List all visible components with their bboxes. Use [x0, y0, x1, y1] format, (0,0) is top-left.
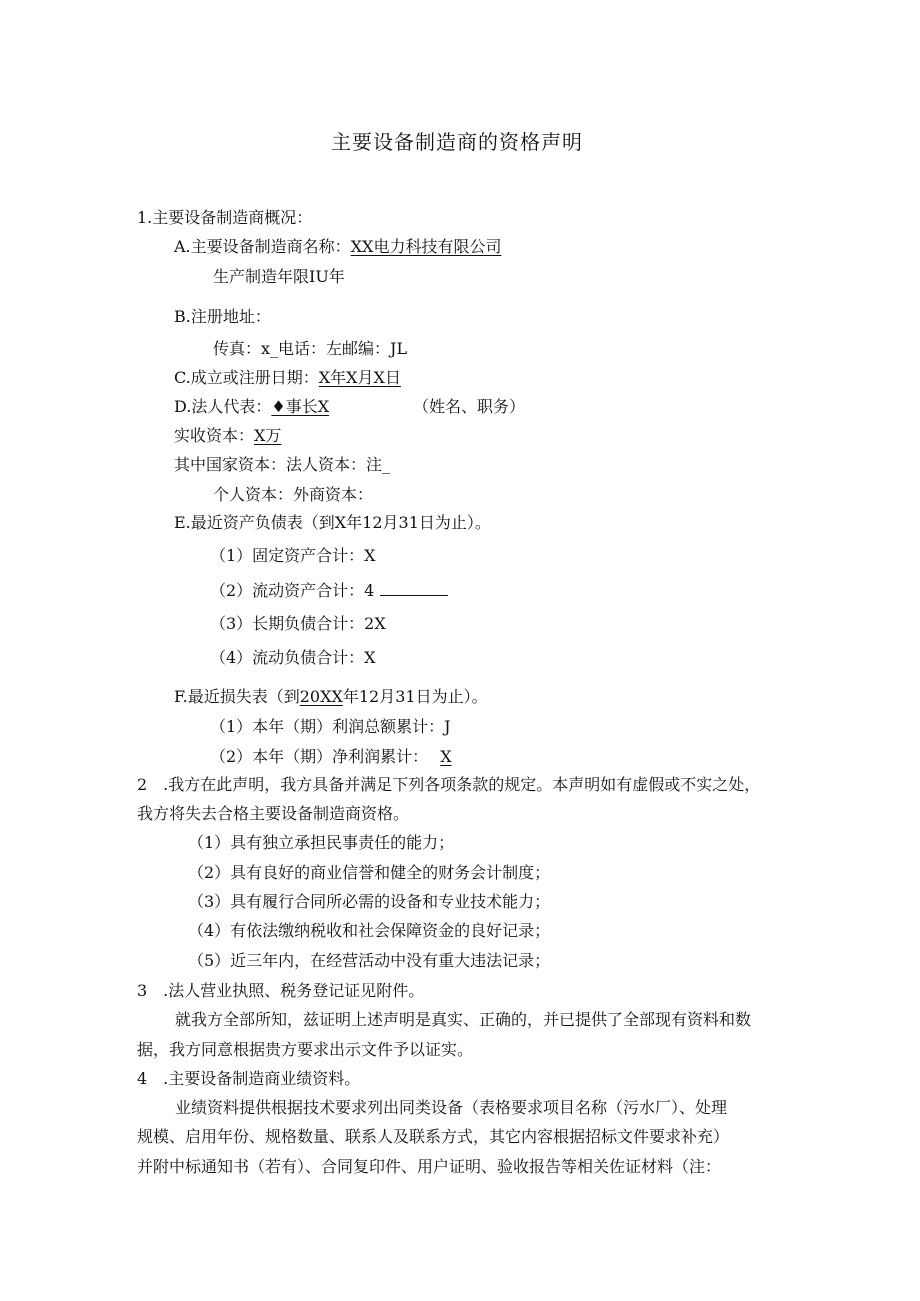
performance-line-3: 并附中标通知书（若有）、合同复印件、用户证明、验收报告等相关佐证材料（注： — [137, 1157, 722, 1176]
condition-item-1: （1）具有独立承担民事责任的能力； — [188, 833, 455, 852]
manufacturer-name-value: XX电力科技有限公司 — [350, 237, 502, 256]
performance-line-1: 业绩资料提供根据技术要求列出同类设备（表格要求项目名称（污水厂）、处理 — [175, 1098, 728, 1117]
attachments-line: 3 .法人营业执照、税务登记证见附件。 — [137, 981, 425, 1000]
declaration-line-1: 2 .我方在此声明，我方具备并满足下列各项条款的规定。本声明如有虚假或不实之处， — [137, 775, 761, 794]
income-statement-prefix: F.最近损失表（到 — [174, 687, 300, 706]
registration-date-value: X年X月X日 — [318, 368, 401, 387]
registration-date-label: C.成立或注册日期： — [174, 368, 319, 387]
income-statement-suffix: 年12月31日为止）。 — [342, 687, 488, 706]
performance-heading: 4 .主要设备制造商业绩资料。 — [137, 1069, 361, 1088]
net-profit-row — [210, 746, 452, 768]
net-profit-label: （2）本年（期）净利润累计： — [210, 747, 429, 766]
fixed-assets-line: （1）固定资产合计：X — [210, 546, 376, 565]
manufacturer-name-label: A.主要设备制造商名称： — [174, 237, 351, 256]
legal-representative-value: ♦事长X — [271, 397, 330, 416]
state-capital-line: 其中国家资本：法人资本：注_ — [174, 455, 391, 474]
legal-representative-note: （姓名、职务） — [413, 397, 526, 416]
certification-line-1: 就我方全部所知，兹证明上述声明是真实、正确的，并已提供了全部现有资料和数 — [175, 1010, 752, 1029]
legal-representative-row — [174, 396, 329, 418]
income-statement-year: 20XX — [299, 687, 343, 706]
registered-address-label: B.注册地址： — [174, 307, 271, 326]
long-term-liabilities-line: （3）长期负债合计：2X — [210, 614, 386, 633]
current-liabilities-line: （4）流动负债合计：X — [210, 648, 376, 667]
paid-in-capital-row — [174, 425, 281, 447]
condition-item-3: （3）具有履行合同所必需的设备和专业技术能力； — [188, 892, 551, 911]
current-assets-row — [210, 579, 448, 602]
income-statement-heading — [174, 686, 488, 708]
legal-representative-label: D.法人代表： — [174, 397, 272, 416]
performance-line-2: 规模、启用年份、规格数量、联系人及联系方式，其它内容根据招标文件要求补充） — [137, 1127, 730, 1146]
page-title: 主要设备制造商的资格声明 — [331, 130, 583, 154]
contact-info: 传真：x_电话：左邮编：JL — [213, 339, 408, 358]
production-years: 生产制造年限IU年 — [213, 267, 345, 286]
condition-item-4: （4）有依法缴纳税收和社会保障资金的良好记录； — [188, 921, 551, 940]
certification-line-2: 据，我方同意根据贵方要求出示文件予以证实。 — [137, 1040, 474, 1059]
net-profit-value: X — [440, 747, 452, 766]
paid-in-capital-label: 实收资本： — [174, 426, 255, 445]
declaration-line-2: 我方将失去合格主要设备制造商资格。 — [137, 804, 410, 823]
section-1-heading: 1.主要设备制造商概况： — [137, 208, 313, 227]
condition-item-2: （2）具有良好的商业信誉和健全的财务会计制度； — [188, 863, 551, 882]
current-assets-blank — [380, 579, 448, 596]
personal-capital-line: 个人资本：外商资本： — [213, 485, 374, 504]
total-profit-line: （1）本年（期）利润总额累计：J — [210, 717, 451, 736]
condition-item-5: （5）近三年内，在经营活动中没有重大违法记录； — [188, 951, 551, 970]
balance-sheet-heading: E.最近资产负债表（到X年12月31日为止）。 — [174, 513, 491, 532]
manufacturer-name-row — [174, 236, 501, 258]
registration-date-row — [174, 367, 401, 389]
paid-in-capital-value: X万 — [254, 426, 282, 445]
current-assets-line: （2）流动资产合计：4 — [210, 581, 375, 600]
